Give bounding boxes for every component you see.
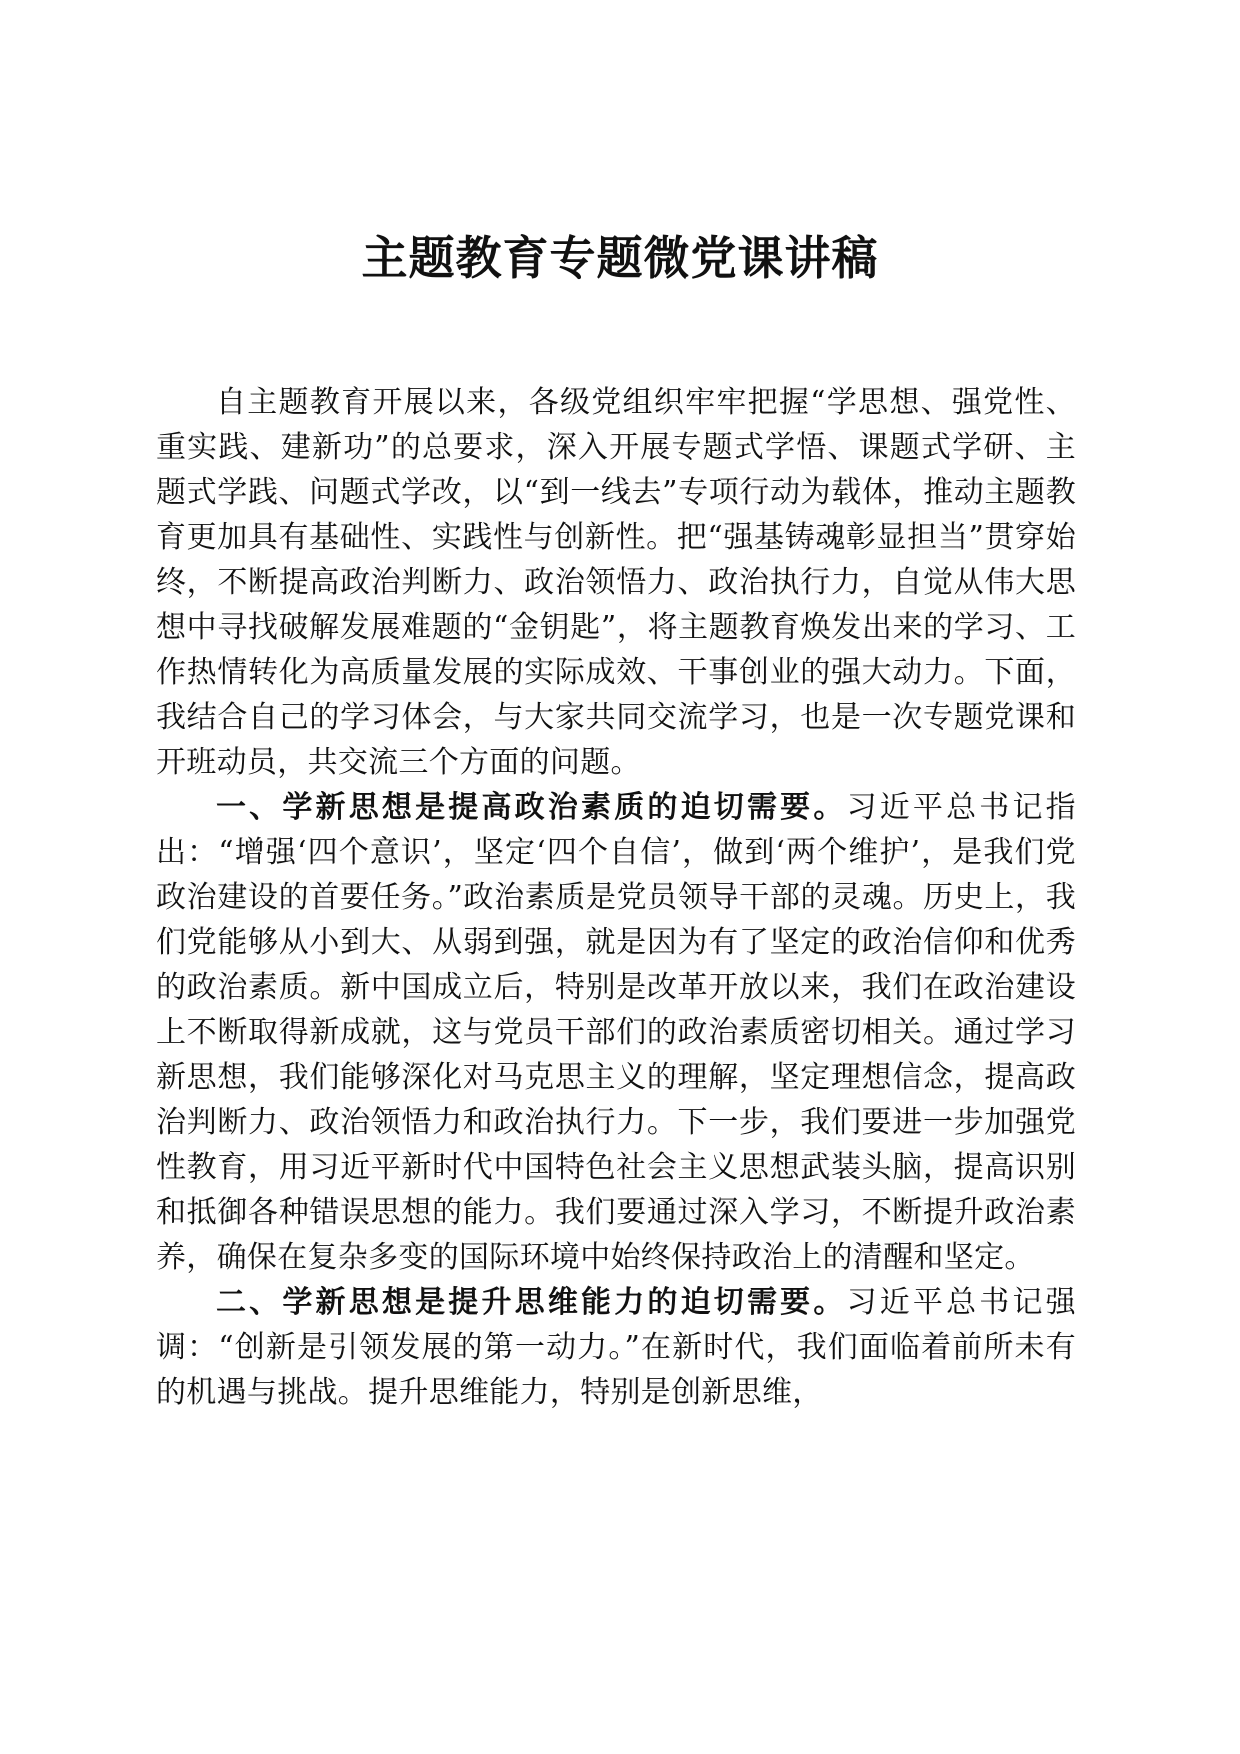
section-heading: 二、学新思想是提升思维能力的迫切需要。 bbox=[216, 1285, 847, 1320]
paragraph-intro bbox=[156, 380, 1076, 785]
paragraph-text: 习近平总书记强调：“创新是引领发展的第一动力。”在新时代，我们面临着前所未有的机遇与挑战。提升思维能力，特别是创新思维， bbox=[156, 1285, 1076, 1410]
paragraph-text: 自主题教育开展以来，各级党组织牢牢把握“学思想、强党性、重实践、建新功”的总要求，深入开展专题式学悟、课题式学研、主题式学践、问题式学改，以“到一线去”专项行动为载体，推动主题教育更加具有基础性、实践性与创新性。把“强基铸魂彰显担当”贯穿始终，不断提高政治判断力、政治领悟力、政治执行力，自觉从伟大思想中寻找破解发展难题的“金钥匙”，将主题教育焕发出来的学习、工作热情转化为高质量发展的实际成效、干事创业的强大动力。下面，我结合自己的学习体会，与大家共同交流学习，也是一次专题党课和开班动员，共交流三个方面的问题。 bbox=[156, 385, 1076, 780]
paragraph-section-two bbox=[156, 1280, 1076, 1415]
document-body bbox=[156, 380, 1076, 1415]
page-title: 主题教育专题微党课讲稿 bbox=[361, 231, 879, 285]
paragraph-section-one bbox=[156, 785, 1076, 1280]
section-heading: 一、学新思想是提高政治素质的迫切需要。 bbox=[216, 790, 847, 825]
paragraph-text: 习近平总书记指出：“增强‘四个意识’，坚定‘四个自信’，做到‘两个维护’，是我们党政治建设的首要任务。”政治素质是党员领导干部的灵魂。历史上，我们党能够从小到大、从弱到强，就是因为有了坚定的政治信仰和优秀的政治素质。新中国成立后，特别是改革开放以来，我们在政治建设上不断取得新成就，这与党员干部们的政治素质密切相关。通过学习新思想，我们能够深化对马克思主义的理解，坚定理想信念，提高政治判断力、政治领悟力和政治执行力。下一步，我们要进一步加强党性教育，用习近平新时代中国特色社会主义思想武装头脑，提高识别和抵御各种错误思想的能力。我们要通过深入学习，不断提升政治素养，确保在复杂多变的国际环境中始终保持政治上的清醒和坚定。 bbox=[156, 790, 1076, 1275]
